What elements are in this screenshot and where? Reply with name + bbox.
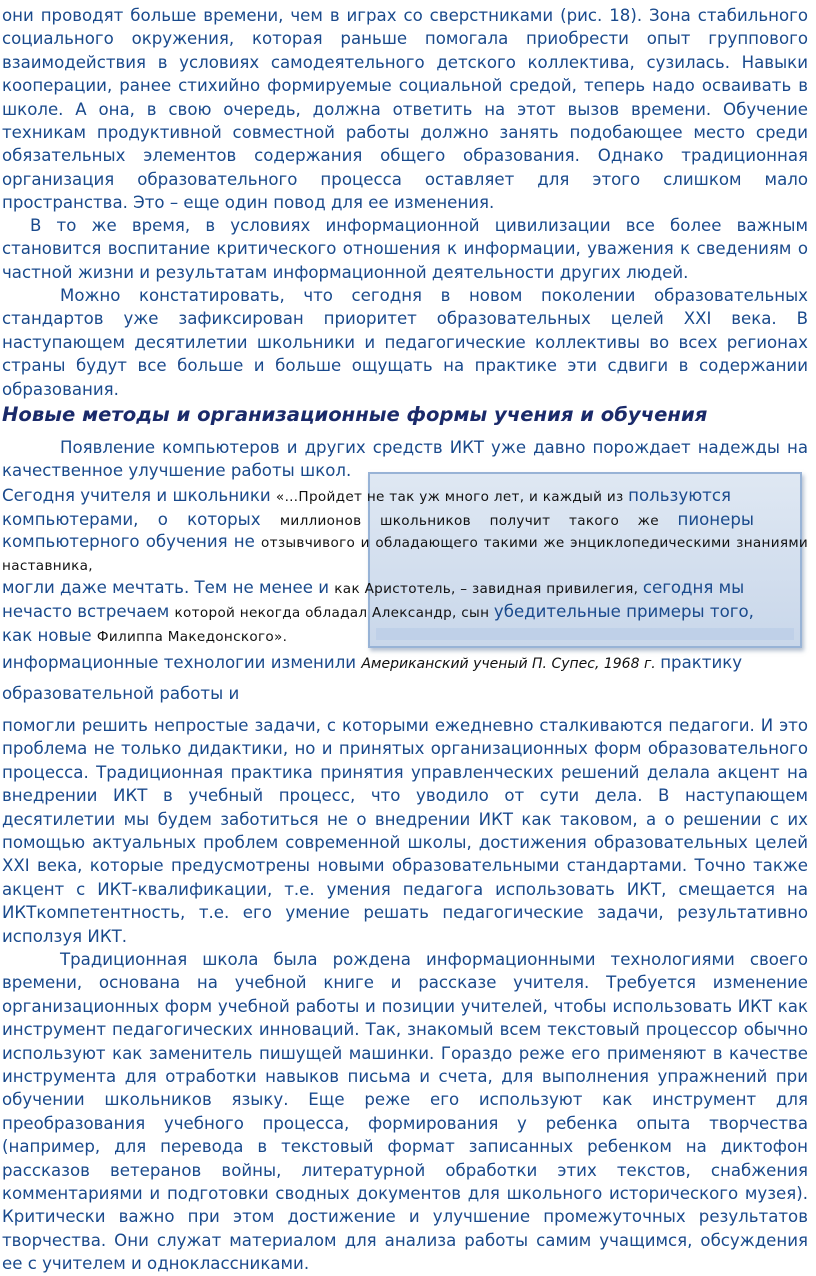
main-text: компьютерами, о которых xyxy=(2,510,280,529)
main-text: информационные технологии изменили xyxy=(2,653,362,672)
main-text: могли даже мечтать. Тем не менее и xyxy=(2,578,335,597)
quote-text: миллионов школьников получит такого же xyxy=(279,513,678,529)
main-text: убедительные примеры того, xyxy=(493,602,754,621)
main-text: пионеры xyxy=(677,510,754,529)
main-text: нечасто встречаем xyxy=(2,602,175,621)
mixed-line-2 xyxy=(2,508,808,533)
mixed-line-7 xyxy=(2,651,808,676)
quote-text: «…Пройдет не так уж много лет, и каждый из xyxy=(275,489,629,505)
paragraph-intro: Появление компьютеров и других средств ИКТ уже давно порождает надежды на качественное улучшение работы школ. xyxy=(2,438,808,481)
main-text: сегодня мы xyxy=(642,578,745,597)
paragraph-ict-problems: помогли решить непростые задачи, с которыми ежедневно сталкиваются педагоги. И это проблема не только дидактики, но и принятых организационных форм образовательного процесса. Традиционная практика принятия управленческих решений делала акцент на внедрении ИКТ в учебный процесс, что уводило от сути дела. В наступающем десятилетии мы будем заботиться не о внедрении ИКТ как таковом, а о решении с их помощью актуальных проблем современной школы, достижения образовательных целей XXI века, которые предусмотрены новыми образовательными стандартами. Точно также акцент с ИКТ-квалификации, т.е. умения педагога использовать ИКТ, смещается на ИКТкомпетентность, т.е. его умение решать педагогические задачи, результативно исползуя ИКТ. xyxy=(2,716,808,946)
paragraph-standards: Можно констатировать, что сегодня в новом поколении образовательных стандартов уже зафиксирован приоритет образовательных целей XXI века. В наступающем десятилетии школьники и педагогические коллективы во всех регионах страны будут все больше и больше ощущать на практике эти сдвиги в содержании образования. xyxy=(2,286,808,399)
main-text: как новые xyxy=(2,626,97,645)
mixed-line-1 xyxy=(2,484,808,509)
quote-text: которой некогда обладал Александр, сын xyxy=(174,605,494,621)
mixed-line-6 xyxy=(2,624,808,649)
main-text: Сегодня учителя и школьники xyxy=(2,486,276,505)
mixed-line-4 xyxy=(2,576,808,601)
mixed-line-8 xyxy=(2,682,808,705)
main-text: пользуются xyxy=(628,486,731,505)
mixed-line-5 xyxy=(2,600,808,625)
main-text: компьютерного обучения не xyxy=(2,532,261,551)
section-heading: Новые методы и организационные формы учения и обучения xyxy=(2,403,708,426)
paragraph-social-environment: они проводят больше времени, чем в играх со сверстниками (рис. 18). Зона стабильного социального окружения, которая раньше помогала приобрести опыт группового взаимодействия в условиях самодеятельного детского коллектива, сузилась. Навыки кооперации, ранее стихийно формируемые социальной средой, теперь надо осваивать в школе. А она, в свою очередь, должна ответить на этот вызов времени. Обучение техникам продуктивной совместной работы должно занять подобающее место среди обязательных элементов содержания общего образования. Однако традиционная организация образовательного процесса оставляет для этого слишком мало пространства. Это – еще один повод для ее изменения. xyxy=(2,6,808,213)
quote-text: Филиппа Македонского». xyxy=(96,629,288,645)
main-text: образовательной работы и xyxy=(2,684,240,703)
quote-attribution: Американский ученый П. Супес, 1968 г. xyxy=(361,656,661,672)
quote-text: отзывчивого и обладающего такими же энциклопедическими знаниями наставника, xyxy=(2,535,809,574)
paragraph-traditional-school: Традиционная школа была рождена информационными технологиями своего времени, основана на учебной книге и рассказе учителя. Требуется изменение организационных форм учебной работы и позиции учителей, чтобы использовать ИКТ как инструмент педагогических инноваций. Так, знакомый всем текстовый процессор обычно используют как заменитель пишущей машинки. Гораздо реже его применяют в качестве инструмента для отработки навыков письма и счета, для выполнения упражнений при обучении школьников языку. Еще реже его используют как инструмент для преобразования учебного процесса, формирования у ребенка опыта творчества (например, для перевода в текстовый формат записанных ребенком на диктофон рассказов ветеранов войны, литературной обработки этих текстов, снабжения комментариями и подготовки сводных документов для школьного исторического музея). Критически важно при этом достижение и улучшение промежуточных результатов творчества. Они служат материалом для анализа работы самим учащимся, обсуждения ее с учителем и одноклассниками. xyxy=(2,950,808,1274)
quote-text: как Аристотель, – завидная привилегия, xyxy=(334,581,643,597)
main-text: практику xyxy=(660,653,743,672)
paragraph-critical-attitude: В то же время, в условиях информационной цивилизации все более важным становится воспитание критического отношения к информации, уважения к сведениям о частной жизни и результатам информационной деятельности других людей. xyxy=(2,216,808,282)
mixed-line-3 xyxy=(2,531,808,577)
